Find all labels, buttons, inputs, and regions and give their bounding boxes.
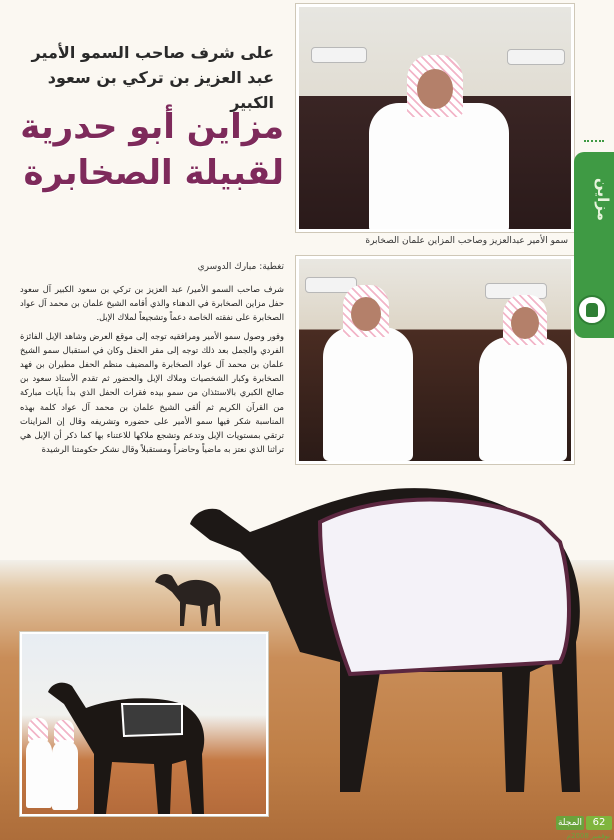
prince-portrait-photo xyxy=(296,4,574,232)
camel-emblem-icon xyxy=(577,295,607,325)
paragraph: شرف صاحب السمو الأمير/ عبد العزيز بن تركي بن سعود الكبير آل سعود حفل مزاين الصخابرة في الدهناء والذي أقامه الشيخ علمان بن محمد آل عواد الصخابرة على نفقته الخاصة دعماً وتشجيعاً لملاك الإبل. xyxy=(20,284,284,323)
section-tab-label: مزاين xyxy=(594,178,612,221)
magazine-logo: المجلة xyxy=(557,818,583,828)
car-shape xyxy=(507,49,565,65)
kicker-line: على شرف صاحب السمو الأمير xyxy=(31,43,274,62)
person-figure xyxy=(369,103,509,232)
byline: تغطية: مبارك الدوسري xyxy=(197,262,284,272)
title-line: لقبيلة الصخابرة xyxy=(23,153,284,193)
person-figure xyxy=(479,337,567,461)
issue-date: نوفمبر 2008م xyxy=(566,832,610,840)
camel-show-crowd-photo xyxy=(20,632,268,816)
decorative-dots xyxy=(584,140,604,150)
person-figure xyxy=(26,738,52,808)
person-figure xyxy=(417,69,453,109)
paragraph: وفور وصول سمو الأمير ومرافقيه توجه إلى موقع العرض وشاهد الإبل الفائزة الفردي والجمل بعد ذلك توجه إلى مقر الحفل وكان في استقبال سمو الشيخ علمان بن محمد آل عواد الصخابرة والمضيف منظم الحفل مطيران بن فهد الصخابرة وكبار الشخصيات وملاك الإبل والحضور ثم تقدم الأستاذ سعود بن صالح الكبري بالاستئذان من سمو بيده فقرات الحفل الذي بدأ بآيات مباركة من القرآن الكريم ثم ألقى الشيخ علمان بن محمد آل عواد كلمة بهذه المناسبة شكر فيها سمو الأمير على حضوره وتشريفه وقال إن المزاينات ترتقي بمستويات الإبل وتدعم وتشجع ملاكها للاعتناء بها كما ذكر أن الإبل هي تراثنا الذي نعتز به ماضياً وحاضراً ومستقبلاً وقال نشكر حكومتنا الرشيدة xyxy=(20,330,284,455)
person-figure xyxy=(52,740,78,810)
person-figure xyxy=(511,307,539,339)
person-figure xyxy=(351,297,381,331)
article-body xyxy=(20,282,284,460)
person-figure xyxy=(323,327,413,461)
kicker-line: عبد العزيز بن تركي بن سعود الكبير xyxy=(47,68,274,112)
title-line: مزاين أبو حدرية xyxy=(20,107,284,147)
page-footer xyxy=(544,810,614,840)
article-title xyxy=(4,104,284,196)
photo-caption: سمو الأمير عبدالعزيز وصاحب المزاين علمان الصخابرة xyxy=(365,236,568,246)
prince-and-host-photo xyxy=(296,256,574,464)
page-number: 62 xyxy=(586,816,612,830)
car-shape xyxy=(311,47,367,63)
